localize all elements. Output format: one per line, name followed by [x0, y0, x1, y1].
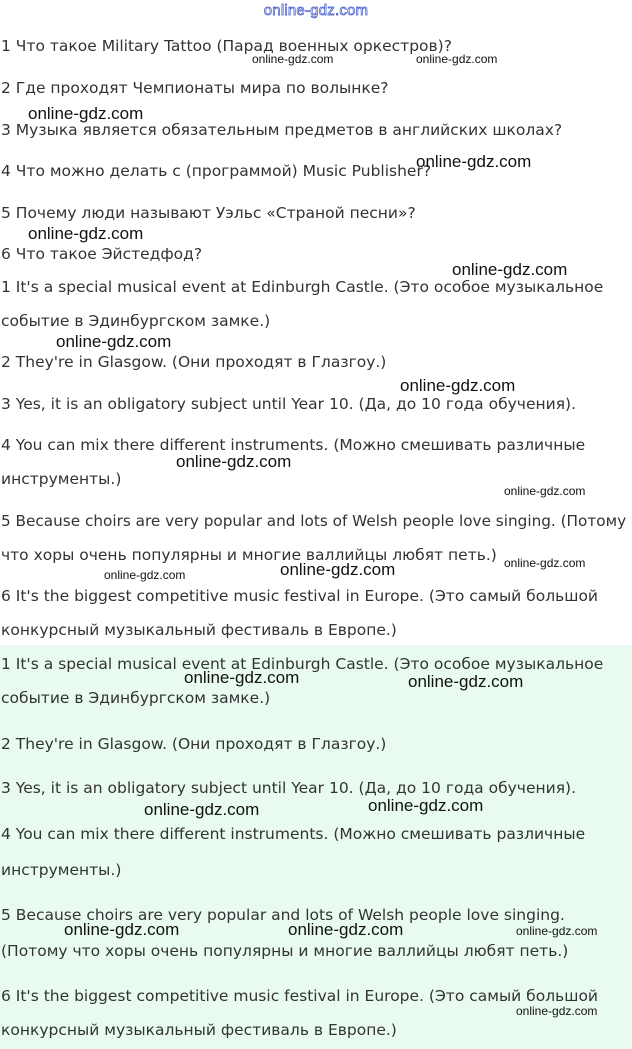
watermark: online-gdz.com [144, 800, 260, 819]
watermark: online-gdz.com [504, 556, 586, 570]
answer-box-line: инструменты.) [1, 861, 122, 879]
answer-box-line: событие в Эдинбургском замке.) [1, 689, 271, 707]
answer-box-line: 5 Because choirs are very popular and lots of Welsh people love singing. [1, 906, 565, 924]
question-6: 6 Что такое Эйстедфод? [1, 245, 203, 263]
watermark: online-gdz.com [252, 52, 334, 66]
question-1: 1 Что такое Military Tattoo (Парад военных оркестров)? [1, 37, 452, 55]
answer-line: 4 You can mix there different instruments. (Можно смешивать различные [1, 436, 586, 454]
answer-line: 2 They're in Glasgow. (Они проходят в Глазгоу.) [1, 353, 387, 371]
watermark: online-gdz.com [368, 796, 484, 815]
site-watermark: online-gdz.com [263, 2, 369, 19]
watermark: online-gdz.com [516, 924, 598, 938]
answer-line: инструменты.) [1, 470, 122, 488]
answer-line: 1 It's a special musical event at Edinburgh Castle. (Это особое музыкальное [1, 278, 604, 296]
answer-line: что хоры очень популярны и многие валлийцы любят петь.) [1, 546, 497, 564]
answer-line: 5 Because choirs are very popular and lots of Welsh people love singing. (Потому [1, 512, 627, 530]
watermark: online-gdz.com [416, 152, 532, 171]
watermark: online-gdz.com [288, 920, 404, 939]
watermark: online-gdz.com [416, 52, 498, 66]
watermark: online-gdz.com [176, 452, 292, 471]
watermark: online-gdz.com [452, 260, 568, 279]
answer-box-line: 1 It's a special musical event at Edinburgh Castle. (Это особое музыкальное [1, 655, 604, 673]
watermark: online-gdz.com [28, 224, 144, 243]
watermark: online-gdz.com [56, 332, 172, 351]
answer-box-line: 6 It's the biggest competitive music festival in Europe. (Это самый большой [1, 987, 598, 1005]
watermark: online-gdz.com [28, 104, 144, 123]
answer-line: конкурсный музыкальный фестиваль в Европе.) [1, 621, 397, 639]
answer-line: 3 Yes, it is an obligatory subject until Year 10. (Да, до 10 года обучения). [1, 395, 576, 413]
watermark: online-gdz.com [400, 376, 516, 395]
question-3: 3 Музыка является обязательным предметов в английских школах? [1, 121, 563, 139]
question-5: 5 Почему люди называют Уэльс «Страной песни»? [1, 204, 416, 222]
answer-box-line: 2 They're in Glasgow. (Они проходят в Глазгоу.) [1, 735, 387, 753]
watermark: online-gdz.com [516, 1004, 598, 1018]
answer-box-line: (Потому что хоры очень популярны и многие валлийцы любят петь.) [1, 942, 569, 960]
answer-line: 6 It's the biggest competitive music festival in Europe. (Это самый большой [1, 587, 598, 605]
answer-box-line: 3 Yes, it is an obligatory subject until Year 10. (Да, до 10 года обучения). [1, 779, 576, 797]
answer-line: событие в Эдинбургском замке.) [1, 312, 271, 330]
watermark: online-gdz.com [408, 672, 524, 691]
question-2: 2 Где проходят Чемпионаты мира по волынке? [1, 79, 389, 97]
watermark: online-gdz.com [104, 568, 186, 582]
answer-box-line: 4 You can mix there different instruments. (Можно смешивать различные [1, 825, 586, 843]
answer-box-line: конкурсный музыкальный фестиваль в Европе.) [1, 1021, 397, 1039]
watermark: online-gdz.com [64, 920, 180, 939]
watermark: online-gdz.com [504, 484, 586, 498]
watermark: online-gdz.com [280, 560, 396, 579]
watermark: online-gdz.com [184, 668, 300, 687]
question-4: 4 Что можно делать с (программой) Music Publisher? [1, 162, 432, 180]
